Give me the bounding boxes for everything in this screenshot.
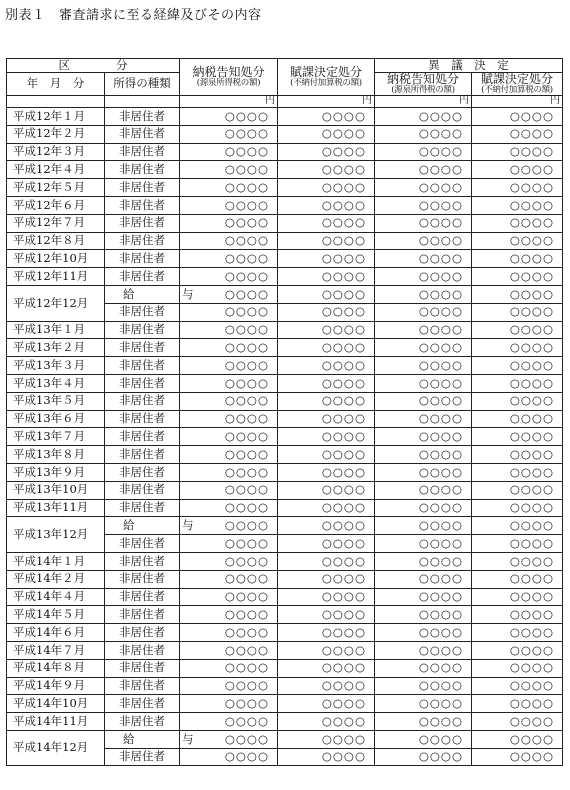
amount-cell: ○○○○ <box>472 517 563 535</box>
amount-cell: ○○○○ <box>375 196 472 214</box>
amount-cell: ○○○○ <box>472 285 563 303</box>
amount-cell: ○○○○ <box>180 481 278 499</box>
table-row <box>7 659 563 677</box>
amount-cell: ○○○○ <box>472 659 563 677</box>
amount-cell: ○○○○ <box>180 108 278 126</box>
amount-cell: ○○○○ <box>278 695 375 713</box>
table-row <box>7 588 563 606</box>
income-type-cell: 非居住者 <box>105 143 180 161</box>
amount-cell: ○○○○ <box>375 481 472 499</box>
amount-cell: ○○○○ <box>472 588 563 606</box>
table-row <box>7 250 563 268</box>
amount-cell: ○○○○ <box>375 713 472 731</box>
amount-cell: ○○○○ <box>375 588 472 606</box>
header-fuka-sub: (不納付加算税の額) <box>290 78 362 89</box>
amount-cell: ○○○○ <box>278 357 375 375</box>
amount-cell: ○○○○ <box>180 748 278 766</box>
month-cell: 平成14年７月 <box>7 641 105 659</box>
income-type-cell: 非居住者 <box>105 552 180 570</box>
table-row <box>7 161 563 179</box>
table-row <box>7 410 563 428</box>
income-type-cell: 非居住者 <box>105 232 180 250</box>
amount-cell: ○○○○ <box>180 196 278 214</box>
amount-cell: ○○○○ <box>278 214 375 232</box>
amount-cell: ○○○○ <box>180 677 278 695</box>
table-row <box>7 517 563 535</box>
table-row <box>7 463 563 481</box>
amount-cell: ○○○○ <box>278 535 375 553</box>
amount-cell: ○○○○ <box>472 695 563 713</box>
amount-cell: ○○○○ <box>278 713 375 731</box>
table-row <box>7 570 563 588</box>
header-igi-nouzei-label: 納税告知処分 <box>386 72 459 87</box>
header-nengetsubun: 年 月 分 <box>7 73 105 96</box>
table-row <box>7 606 563 624</box>
amount-cell: ○○○○ <box>472 374 563 392</box>
amount-cell: ○○○○ <box>180 161 278 179</box>
table-row <box>7 713 563 731</box>
amount-cell: ○○○○ <box>375 374 472 392</box>
amount-cell: ○○○○ <box>278 463 375 481</box>
amount-cell: ○○○○ <box>375 143 472 161</box>
amount-cell: ○○○○ <box>375 250 472 268</box>
table-row <box>7 374 563 392</box>
month-cell: 平成14年11月 <box>7 713 105 731</box>
amount-cell: ○○○○ <box>180 659 278 677</box>
amount-cell: ○○○○ <box>278 143 375 161</box>
table-row <box>7 232 563 250</box>
month-cell: 平成13年２月 <box>7 339 105 357</box>
amount-cell: ○○○○ <box>375 108 472 126</box>
table-row <box>7 677 563 695</box>
amount-cell: ○○○○ <box>278 588 375 606</box>
amount-cell: ○○○○ <box>278 606 375 624</box>
table-row <box>7 357 563 375</box>
unit-row-empty <box>7 96 105 108</box>
amount-cell: ○○○○ <box>472 339 563 357</box>
amount-cell: ○○○○ <box>278 161 375 179</box>
month-cell: 平成13年10月 <box>7 481 105 499</box>
table-row <box>7 108 563 126</box>
amount-cell: ○○○○ <box>278 179 375 197</box>
header-igi-fuka-label: 賦課決定処分 <box>480 72 553 87</box>
amount-cell: ○○○○ <box>180 624 278 642</box>
amount-cell: ○○○○ <box>278 499 375 517</box>
month-cell: 平成13年１月 <box>7 321 105 339</box>
month-cell: 平成12年７月 <box>7 214 105 232</box>
amount-cell: ○○○○ <box>180 446 278 464</box>
amount-cell: ○○○○ <box>472 161 563 179</box>
income-type-cell: 非居住者 <box>105 214 180 232</box>
month-cell: 平成12年８月 <box>7 232 105 250</box>
amount-cell: ○○○○ <box>375 624 472 642</box>
amount-cell: ○○○○ <box>278 108 375 126</box>
month-cell: 平成12年12月 <box>7 285 105 321</box>
amount-cell: ○○○○ <box>180 410 278 428</box>
table-row <box>7 268 563 286</box>
income-type-cell: 非居住者 <box>105 446 180 464</box>
table-body <box>7 96 563 766</box>
amount-cell: ○○○○ <box>180 125 278 143</box>
amount-cell: ○○○○ <box>180 232 278 250</box>
income-type-cell: 非居住者 <box>105 748 180 766</box>
income-type-cell: 非居住者 <box>105 428 180 446</box>
amount-cell: ○○○○ <box>472 303 563 321</box>
amount-cell: ○○○○ <box>375 748 472 766</box>
month-cell: 平成13年８月 <box>7 446 105 464</box>
income-type-cell: 非居住者 <box>105 624 180 642</box>
amount-cell: ○○○○ <box>180 250 278 268</box>
amount-cell: ○○○○ <box>180 552 278 570</box>
amount-cell: ○○○○ <box>278 730 375 748</box>
amount-cell: ○○○○ <box>278 232 375 250</box>
amount-cell: ○○○○ <box>375 268 472 286</box>
amount-cell: ○○○○ <box>180 606 278 624</box>
month-cell: 平成14年４月 <box>7 588 105 606</box>
amount-cell: ○○○○ <box>375 161 472 179</box>
amount-cell: ○○○○ <box>472 250 563 268</box>
amount-cell: ○○○○ <box>375 446 472 464</box>
amount-cell: ○○○○ <box>180 535 278 553</box>
amount-cell: ○○○○ <box>472 552 563 570</box>
amount-cell: ○○○○ <box>472 606 563 624</box>
amount-cell: ○○○○ <box>180 268 278 286</box>
amount-cell: ○○○○ <box>180 392 278 410</box>
yen-unit-label: 円 <box>278 96 375 108</box>
header-fuka-label: 賦課決定処分 <box>289 65 362 80</box>
amount-cell: ○○○○ <box>472 499 563 517</box>
amount-cell: ○○○○ <box>375 517 472 535</box>
month-cell: 平成12年４月 <box>7 161 105 179</box>
amount-cell: ○○○○ <box>180 285 278 303</box>
amount-cell: ○○○○ <box>278 285 375 303</box>
amount-cell: ○○○○ <box>278 125 375 143</box>
amount-cell: ○○○○ <box>375 214 472 232</box>
header-igi-fuka <box>472 73 563 96</box>
income-type-cell: 非居住者 <box>105 125 180 143</box>
month-cell: 平成12年５月 <box>7 179 105 197</box>
month-cell: 平成14年１月 <box>7 552 105 570</box>
income-type-cell: 非居住者 <box>105 535 180 553</box>
income-type-cell: 非居住者 <box>105 606 180 624</box>
month-cell: 平成13年７月 <box>7 428 105 446</box>
amount-cell: ○○○○ <box>375 285 472 303</box>
amount-cell: ○○○○ <box>278 339 375 357</box>
amount-cell: ○○○○ <box>180 463 278 481</box>
amount-cell: ○○○○ <box>278 392 375 410</box>
table-row <box>7 446 563 464</box>
yen-unit-label: 円 <box>375 96 472 108</box>
amount-cell: ○○○○ <box>180 303 278 321</box>
income-type-cell: 給 与 <box>105 285 180 303</box>
income-type-cell: 非居住者 <box>105 499 180 517</box>
amount-cell: ○○○○ <box>472 748 563 766</box>
amount-cell: ○○○○ <box>180 713 278 731</box>
month-cell: 平成13年９月 <box>7 463 105 481</box>
amount-cell: ○○○○ <box>472 143 563 161</box>
amount-cell: ○○○○ <box>375 303 472 321</box>
table-row <box>7 695 563 713</box>
month-cell: 平成14年８月 <box>7 659 105 677</box>
amount-cell: ○○○○ <box>278 374 375 392</box>
income-type-cell: 非居住者 <box>105 588 180 606</box>
month-cell: 平成14年５月 <box>7 606 105 624</box>
amount-cell: ○○○○ <box>375 232 472 250</box>
header-igi-fuka-sub: (不納付加算税の額) <box>481 85 553 96</box>
amount-cell: ○○○○ <box>472 463 563 481</box>
income-type-cell: 非居住者 <box>105 339 180 357</box>
amount-cell: ○○○○ <box>180 214 278 232</box>
amount-cell: ○○○○ <box>375 463 472 481</box>
month-cell: 平成14年９月 <box>7 677 105 695</box>
amount-cell: ○○○○ <box>472 392 563 410</box>
month-cell: 平成13年４月 <box>7 374 105 392</box>
amount-cell: ○○○○ <box>278 250 375 268</box>
income-type-cell: 非居住者 <box>105 268 180 286</box>
amount-cell: ○○○○ <box>375 179 472 197</box>
month-cell: 平成13年６月 <box>7 410 105 428</box>
table-row <box>7 641 563 659</box>
amount-cell: ○○○○ <box>180 428 278 446</box>
table-row <box>7 481 563 499</box>
page-title: 別表１ 審査請求に至る経緯及びその内容 <box>5 8 262 23</box>
income-type-cell: 非居住者 <box>105 161 180 179</box>
amount-cell: ○○○○ <box>180 641 278 659</box>
amount-cell: ○○○○ <box>278 303 375 321</box>
amount-cell: ○○○○ <box>278 624 375 642</box>
table-row <box>7 214 563 232</box>
amount-cell: ○○○○ <box>472 214 563 232</box>
income-type-cell: 非居住者 <box>105 481 180 499</box>
amount-cell: ○○○○ <box>375 357 472 375</box>
amount-cell: ○○○○ <box>472 535 563 553</box>
amount-cell: ○○○○ <box>278 446 375 464</box>
table-row <box>7 730 563 748</box>
income-type-cell: 非居住者 <box>105 659 180 677</box>
amount-cell: ○○○○ <box>472 624 563 642</box>
unit-row-empty <box>105 96 180 108</box>
amount-cell: ○○○○ <box>375 321 472 339</box>
amount-cell: ○○○○ <box>180 517 278 535</box>
table-row <box>7 428 563 446</box>
income-type-cell: 非居住者 <box>105 677 180 695</box>
income-type-cell: 非居住者 <box>105 303 180 321</box>
income-type-cell: 非居住者 <box>105 392 180 410</box>
income-type-cell: 非居住者 <box>105 179 180 197</box>
header-igi: 異 議 決 定 <box>375 59 563 73</box>
table-row <box>7 285 563 303</box>
amount-cell: ○○○○ <box>375 695 472 713</box>
amount-cell: ○○○○ <box>472 196 563 214</box>
amount-cell: ○○○○ <box>278 268 375 286</box>
month-cell: 平成12年３月 <box>7 143 105 161</box>
amount-cell: ○○○○ <box>278 659 375 677</box>
header-fuka <box>278 59 375 96</box>
amount-cell: ○○○○ <box>180 321 278 339</box>
month-cell: 平成14年12月 <box>7 730 105 766</box>
amount-cell: ○○○○ <box>375 659 472 677</box>
table-row <box>7 125 563 143</box>
amount-cell: ○○○○ <box>472 410 563 428</box>
table-row <box>7 196 563 214</box>
amount-cell: ○○○○ <box>180 339 278 357</box>
table-row <box>7 321 563 339</box>
header-igi-nouzei-sub: (源泉所得税の額) <box>391 85 455 96</box>
amount-cell: ○○○○ <box>472 321 563 339</box>
income-type-cell: 非居住者 <box>105 374 180 392</box>
income-type-cell: 非居住者 <box>105 570 180 588</box>
month-cell: 平成13年11月 <box>7 499 105 517</box>
amount-cell: ○○○○ <box>472 428 563 446</box>
amount-cell: ○○○○ <box>180 357 278 375</box>
table-row <box>7 552 563 570</box>
month-cell: 平成14年10月 <box>7 695 105 713</box>
header-kubun: 区 分 <box>7 59 180 73</box>
income-type-cell: 非居住者 <box>105 357 180 375</box>
amount-cell: ○○○○ <box>375 606 472 624</box>
amount-cell: ○○○○ <box>278 196 375 214</box>
amount-cell: ○○○○ <box>180 695 278 713</box>
header-igi-nouzei <box>375 73 472 96</box>
income-type-cell: 給 与 <box>105 517 180 535</box>
amount-cell: ○○○○ <box>278 570 375 588</box>
amount-cell: ○○○○ <box>278 748 375 766</box>
month-cell: 平成13年５月 <box>7 392 105 410</box>
header-nouzei-label: 納税告知処分 <box>192 65 265 80</box>
income-type-cell: 非居住者 <box>105 641 180 659</box>
income-type-cell: 非居住者 <box>105 695 180 713</box>
amount-cell: ○○○○ <box>375 428 472 446</box>
amount-cell: ○○○○ <box>278 428 375 446</box>
header-shotoku: 所得の種類 <box>105 73 180 96</box>
amount-cell: ○○○○ <box>375 125 472 143</box>
amount-cell: ○○○○ <box>472 125 563 143</box>
income-type-cell: 給 与 <box>105 730 180 748</box>
month-cell: 平成14年２月 <box>7 570 105 588</box>
amount-cell: ○○○○ <box>472 357 563 375</box>
amount-cell: ○○○○ <box>375 410 472 428</box>
amount-cell: ○○○○ <box>278 321 375 339</box>
income-type-cell: 非居住者 <box>105 713 180 731</box>
amount-cell: ○○○○ <box>375 730 472 748</box>
amount-cell: ○○○○ <box>180 499 278 517</box>
amount-cell: ○○○○ <box>180 179 278 197</box>
amount-cell: ○○○○ <box>278 641 375 659</box>
table-row <box>7 339 563 357</box>
amount-cell: ○○○○ <box>180 588 278 606</box>
amount-cell: ○○○○ <box>472 570 563 588</box>
amount-cell: ○○○○ <box>472 730 563 748</box>
income-type-cell: 非居住者 <box>105 196 180 214</box>
amount-cell: ○○○○ <box>375 499 472 517</box>
income-type-cell: 非居住者 <box>105 410 180 428</box>
amount-cell: ○○○○ <box>180 143 278 161</box>
income-type-cell: 非居住者 <box>105 250 180 268</box>
table-row <box>7 179 563 197</box>
header-nouzei-sub: (源泉所得税の額) <box>196 78 261 89</box>
amount-cell: ○○○○ <box>472 713 563 731</box>
amount-cell: ○○○○ <box>472 677 563 695</box>
amount-cell: ○○○○ <box>375 641 472 659</box>
month-cell: 平成13年３月 <box>7 357 105 375</box>
amount-cell: ○○○○ <box>180 730 278 748</box>
month-cell: 平成12年11月 <box>7 268 105 286</box>
amount-cell: ○○○○ <box>375 535 472 553</box>
month-cell: 平成12年６月 <box>7 196 105 214</box>
yen-unit-label: 円 <box>180 96 278 108</box>
income-type-cell: 非居住者 <box>105 463 180 481</box>
table-row <box>7 392 563 410</box>
month-cell: 平成12年10月 <box>7 250 105 268</box>
table-row <box>7 143 563 161</box>
amount-cell: ○○○○ <box>278 481 375 499</box>
amount-cell: ○○○○ <box>278 552 375 570</box>
income-type-cell: 非居住者 <box>105 321 180 339</box>
amount-cell: ○○○○ <box>472 179 563 197</box>
amount-cell: ○○○○ <box>472 232 563 250</box>
amount-cell: ○○○○ <box>472 481 563 499</box>
month-cell: 平成12年２月 <box>7 125 105 143</box>
table-row <box>7 624 563 642</box>
table-row <box>7 499 563 517</box>
amount-cell: ○○○○ <box>375 339 472 357</box>
amount-cell: ○○○○ <box>278 517 375 535</box>
month-cell: 平成13年12月 <box>7 517 105 553</box>
amount-cell: ○○○○ <box>375 392 472 410</box>
amount-cell: ○○○○ <box>180 570 278 588</box>
amount-cell: ○○○○ <box>472 108 563 126</box>
header-nouzei <box>180 59 278 96</box>
income-type-cell: 非居住者 <box>105 108 180 126</box>
amount-cell: ○○○○ <box>375 552 472 570</box>
amount-cell: ○○○○ <box>278 410 375 428</box>
appeal-history-table <box>6 58 563 766</box>
amount-cell: ○○○○ <box>180 374 278 392</box>
amount-cell: ○○○○ <box>472 446 563 464</box>
yen-unit-label: 円 <box>472 96 563 108</box>
month-cell: 平成14年６月 <box>7 624 105 642</box>
amount-cell: ○○○○ <box>375 570 472 588</box>
amount-cell: ○○○○ <box>278 677 375 695</box>
amount-cell: ○○○○ <box>472 641 563 659</box>
amount-cell: ○○○○ <box>472 268 563 286</box>
amount-cell: ○○○○ <box>375 677 472 695</box>
month-cell: 平成12年１月 <box>7 108 105 126</box>
